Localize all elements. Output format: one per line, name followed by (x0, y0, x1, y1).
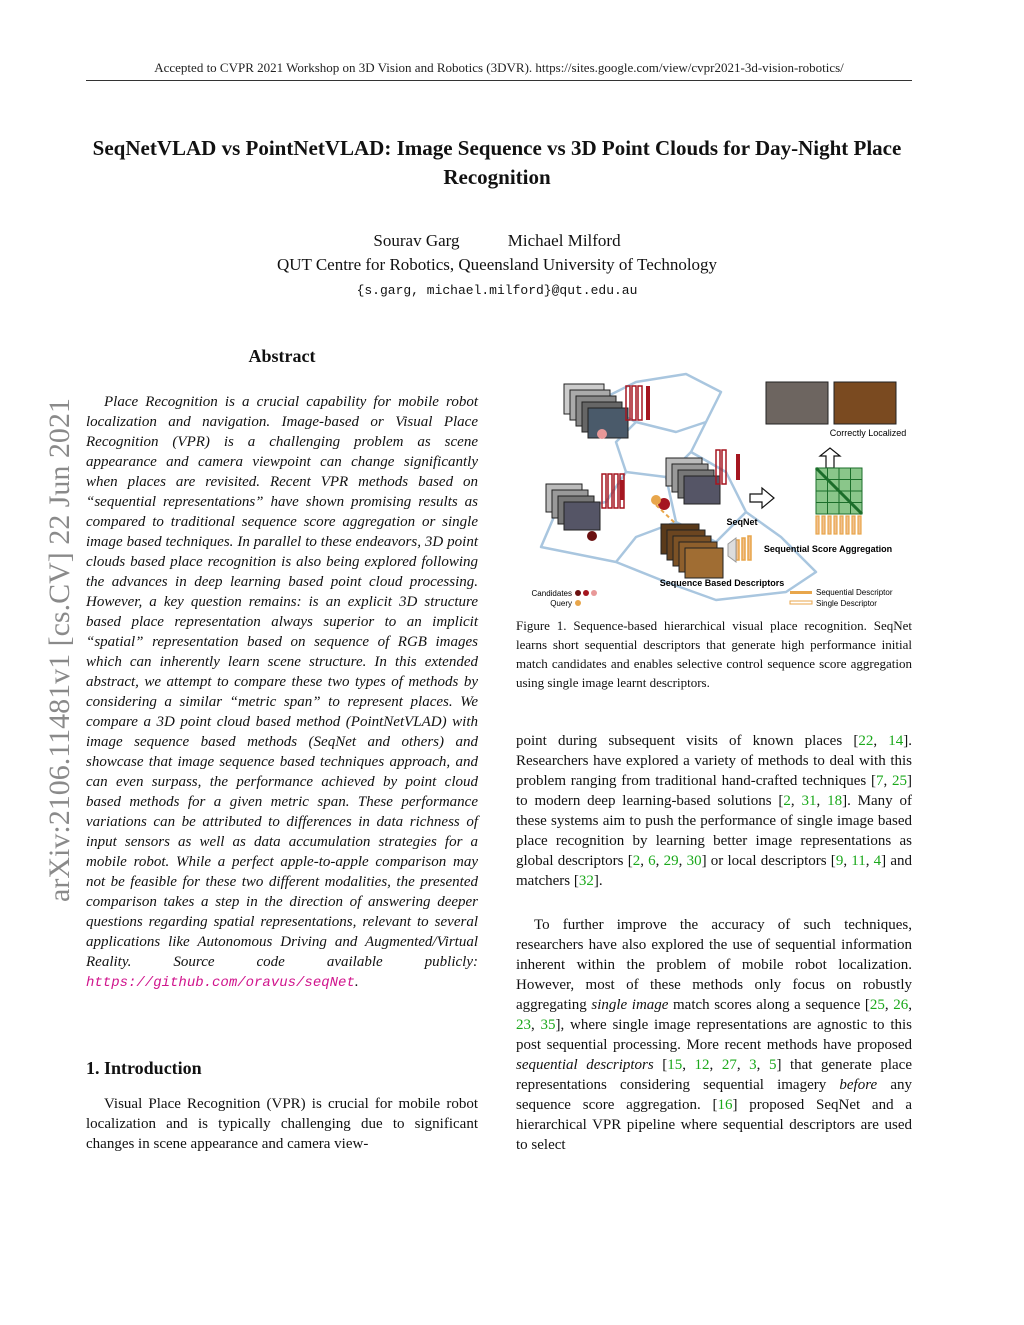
citation[interactable]: 26 (893, 997, 909, 1013)
intro-body: Visual Place Recognition (VPR) is crucial for mobile robot localization and is typically challenging due to significant changes in scene appearance and camera view- (86, 1096, 478, 1152)
legend-seq-line (790, 591, 812, 594)
citation[interactable]: 25 (892, 773, 907, 789)
citation[interactable]: 16 (717, 1097, 733, 1113)
citation[interactable]: 27 (721, 1057, 737, 1073)
abstract-body (86, 392, 478, 993)
day-image (766, 382, 828, 424)
legend-dot-3 (591, 590, 597, 596)
legend-query-dot (575, 600, 581, 606)
query-descriptors (736, 536, 751, 560)
arxiv-stamp: arXiv:2106.11481v1 [cs.CV] 22 Jun 2021 (43, 398, 76, 902)
figure-caption: Figure 1. Sequence-based hierarchical visual place recognition. SeqNet learns short sequential descriptors that generate high performance initial match candidates and enables selective control sequence score aggregation using single image learnt descriptors. (516, 618, 912, 690)
legend-seq-desc: Sequential Descriptor (816, 588, 893, 597)
citation[interactable]: 22 (858, 733, 874, 749)
legend-dot-1 (575, 590, 581, 596)
author-email: {s.garg, michael.milford}@qut.edu.au (356, 283, 638, 298)
legend-single-line (790, 601, 812, 604)
seqnet-label: SeqNet (726, 517, 758, 527)
single-desc-3 (736, 454, 740, 480)
citation[interactable]: 2 (632, 853, 641, 869)
citation[interactable]: 35 (540, 1017, 556, 1033)
citation[interactable]: 11 (851, 853, 866, 869)
citation[interactable]: 2 (783, 793, 791, 809)
citation[interactable]: 3 (749, 1057, 757, 1073)
author-2: Michael Milford (507, 231, 621, 250)
citation[interactable]: 32 (578, 873, 594, 889)
citation[interactable]: 12 (694, 1057, 710, 1073)
citation[interactable]: 4 (873, 853, 882, 869)
aggregation-descriptors (816, 516, 861, 534)
up-arrow-icon (820, 448, 840, 468)
seq-score-label: Sequential Score Aggregation (763, 544, 893, 554)
paper-title: SeqNetVLAD vs PointNetVLAD: Image Sequence vs 3D Point Clouds for Day-Night Place Recognition (92, 136, 902, 189)
code-link[interactable]: https://github.com/oravus/seqNet (86, 975, 355, 991)
citation[interactable]: 14 (888, 733, 904, 749)
query-dot (651, 495, 661, 505)
query-image-stack (661, 524, 723, 578)
abstract-heading: Abstract (248, 346, 316, 366)
legend-single-desc: Single Descriptor (816, 599, 877, 608)
legend-dot-2 (583, 590, 589, 596)
abstract-text: Place Recognition is a crucial capability for mobile robot localization and navigation. Image-based or Visual Place Recognition (VPR) is a challenging problem as scene appearance and camera viewpoint can change significantly when places are revisited. Recent VPR methods based on “sequential representations” have shown promising results as compared to traditional sequence score aggregation or single image based techniques. In parallel to these endeavors, 3D point clouds based place recognition is also being explored following the advances in deep learning based point cloud processing. However, a key question remains: is an explicit 3D structure based place representation always superior to an implicit “spatial” representation based on sequence of RGB images which can inherently learn scene structure. In this extended abstract, we attempt to compare these two types of methods by considering a similar “metric span” to represent places. We compare a 3D point cloud based method (PointNetVLAD) with image sequence based methods (SeqNet and others) and showcase that image sequence based techniques approach, and can even surpass, the performance achieved by point cloud based methods for a given metric span. These performance variations can be attributed to differences in data richness of input sensors as well as data accumulation strategies for a mobile robot. While a perfect apple-to-apple comparison may not be feasible for these two different modalities, the presented comparison takes a step in the direction of answering deeper questions regarding spatial representations, relevant to several applications like Autonomous Driving and Augmented/Virtual Reality. Source code available publicly: (86, 394, 478, 970)
single-desc-2 (620, 480, 624, 500)
citation[interactable]: 15 (667, 1057, 683, 1073)
citation[interactable]: 30 (686, 853, 702, 869)
right-paragraph-1: point during subsequent visits of known places [22, 14]. Researchers have explored a variety of methods to deal with this problem ranging from traditional hand-crafted techniques [7, 25] to modern deep learning-based solutions [2, 31, 18]. Many of these systems aim to push the performance of single image based place recognition by learning better image representations as global descriptors [2, 6, 29, 30] or local descriptors [9, 11, 4] and matchers [32]. (516, 733, 913, 889)
header-rule (86, 80, 912, 81)
author-1: Sourav Garg (373, 231, 460, 250)
affiliation: QUT Centre for Robotics, Queensland University of Technology (276, 255, 718, 274)
citation[interactable]: 6 (648, 853, 656, 869)
single-desc-1 (646, 386, 650, 420)
citation[interactable]: 18 (827, 793, 843, 809)
conference-header: Accepted to CVPR 2021 Workshop on 3D Vision and Robotics (3DVR). https://sites.google.com/view/cvpr2021-3d-vision-robotics/ (154, 60, 844, 75)
legend-query: Query (550, 599, 572, 608)
night-image (834, 382, 896, 424)
candidate-dot-2 (587, 531, 597, 541)
score-matrix (816, 468, 862, 514)
candidate-dot-1 (597, 429, 607, 439)
correct-label-text: Correctly Localized (829, 428, 907, 438)
correct-label (830, 428, 907, 438)
citation[interactable]: 29 (663, 853, 679, 869)
abstract-link-suffix: . (354, 974, 359, 990)
citation[interactable]: 23 (516, 1017, 531, 1033)
right-paragraph-2: To further improve the accuracy of such techniques, researchers have also explored the use of sequential information inherent within the problem of mobile robot localization. However, most of these methods only focus on robustly aggregating single image match scores along a sequence [25, 26, 23, 35], where single image representations are agnostic to this post sequential processing. More recent methods have proposed sequential descriptors [15, 12, 27, 3, 5] that generate place representations considering sequential imagery before any sequence score aggregation. [16] proposed SeqNet and a hierarchical VPR pipeline where sequential descriptors are used to select (516, 917, 913, 1153)
seq-based-label: Sequence Based Descriptors (659, 578, 785, 588)
image-stack-2 (546, 484, 600, 530)
citation[interactable]: 25 (869, 997, 885, 1013)
citation[interactable]: 31 (801, 793, 817, 809)
seqnet-funnel (728, 538, 736, 562)
citation[interactable]: 5 (768, 1057, 777, 1073)
intro-heading: 1. Introduction (86, 1058, 202, 1078)
right-arrow-icon (750, 488, 774, 508)
legend-candidates: Candidates (531, 589, 572, 598)
citation[interactable]: 9 (835, 853, 844, 869)
figure-1 (516, 362, 912, 612)
citation[interactable]: 7 (876, 773, 884, 789)
author-list (90, 231, 904, 251)
